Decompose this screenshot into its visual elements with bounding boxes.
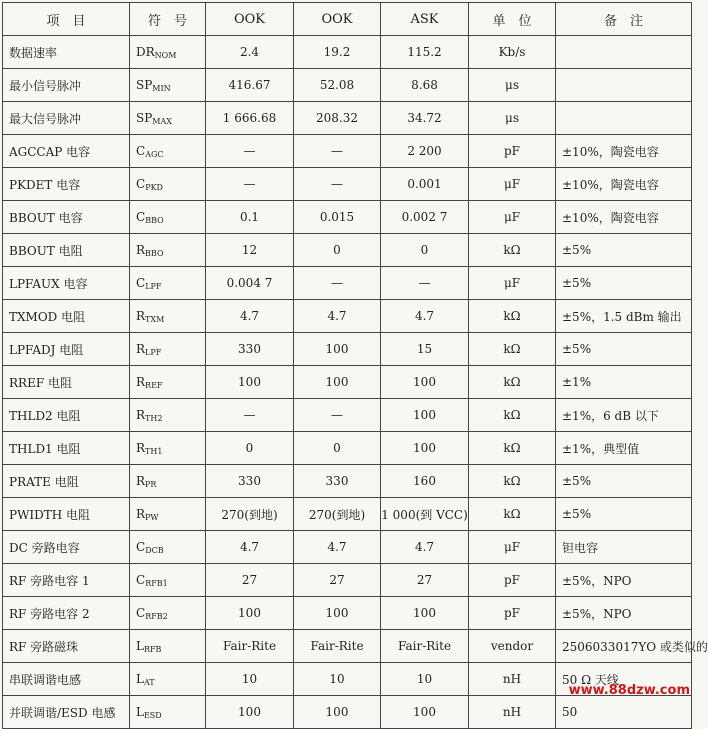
- symbol-cell: [130, 366, 206, 399]
- table-row: [3, 399, 692, 432]
- note-cell: ±5%: [556, 234, 692, 267]
- symbol-main: L: [136, 671, 144, 686]
- symbol-main: C: [136, 572, 146, 587]
- ook-1-value-cell: 2.4: [206, 36, 294, 69]
- unit-cell: μF: [469, 267, 556, 300]
- ook-1-value-cell: 100: [206, 696, 294, 729]
- item-name-cell: AGCCAP 电容: [3, 135, 130, 168]
- item-name-cell: RF 旁路电容 2: [3, 597, 130, 630]
- note-cell: ±10%，陶瓷电容: [556, 168, 692, 201]
- watermark: www.88dzw.com: [568, 683, 690, 698]
- item-name-cell: 串联调谐电感: [3, 663, 130, 696]
- ook-1-value-cell: 4.7: [206, 531, 294, 564]
- symbol-subscript: TH1: [145, 446, 163, 456]
- symbol-cell: [130, 531, 206, 564]
- table-row: [3, 366, 692, 399]
- ask-value-cell: 0: [381, 234, 469, 267]
- symbol-subscript: PW: [145, 512, 159, 522]
- symbol-main: R: [136, 473, 146, 488]
- unit-cell: kΩ: [469, 234, 556, 267]
- symbol-subscript: MIN: [152, 83, 171, 93]
- ook-1-value-cell: 10: [206, 663, 294, 696]
- symbol-subscript: BBO: [145, 215, 164, 225]
- symbol-subscript: NOM: [154, 50, 177, 60]
- note-cell: ±10%，陶瓷电容: [556, 201, 692, 234]
- symbol-subscript: LPF: [145, 281, 162, 291]
- table-row: [3, 531, 692, 564]
- note-cell: ±5%: [556, 267, 692, 300]
- item-name-cell: PWIDTH 电阻: [3, 498, 130, 531]
- symbol-subscript: PKD: [145, 182, 163, 192]
- symbol-cell: [130, 69, 206, 102]
- symbol-subscript: BBO: [145, 248, 164, 258]
- item-name-cell: 最小信号脉冲: [3, 69, 130, 102]
- symbol-cell: [130, 465, 206, 498]
- table-row: [3, 300, 692, 333]
- symbol-subscript: AGC: [145, 149, 164, 159]
- unit-cell: vendor: [469, 630, 556, 663]
- symbol-subscript: RFB: [143, 644, 162, 654]
- symbol-cell: [130, 333, 206, 366]
- ask-value-cell: 0.002 7: [381, 201, 469, 234]
- item-name-cell: PRATE 电阻: [3, 465, 130, 498]
- table-row: [3, 597, 692, 630]
- ask-value-cell: 115.2: [381, 36, 469, 69]
- symbol-subscript: AT: [143, 677, 155, 687]
- symbol-subscript: DCB: [145, 545, 164, 555]
- ook-2-value-cell: —: [294, 168, 381, 201]
- symbol-main: SP: [136, 77, 153, 92]
- table-row: [3, 102, 692, 135]
- table-row: [3, 630, 692, 663]
- note-cell: ±5%，NPO: [556, 597, 692, 630]
- note-cell: [556, 69, 692, 102]
- unit-cell: nH: [469, 696, 556, 729]
- symbol-subscript: LPF: [145, 347, 162, 357]
- symbol-main: DR: [136, 44, 155, 59]
- note-cell: ±5%，NPO: [556, 564, 692, 597]
- symbol-subscript: TXM: [145, 314, 165, 324]
- ook-1-value-cell: —: [206, 135, 294, 168]
- symbol-main: C: [136, 275, 146, 290]
- item-name-cell: 最大信号脉冲: [3, 102, 130, 135]
- ook-2-value-cell: —: [294, 135, 381, 168]
- symbol-main: R: [136, 341, 146, 356]
- ask-value-cell: 34.72: [381, 102, 469, 135]
- ask-value-cell: 100: [381, 597, 469, 630]
- ook-2-value-cell: 0: [294, 234, 381, 267]
- unit-cell: μs: [469, 69, 556, 102]
- ask-value-cell: 100: [381, 696, 469, 729]
- header-unit: 单 位: [469, 3, 556, 36]
- item-name-cell: RF 旁路磁珠: [3, 630, 130, 663]
- ook-2-value-cell: 52.08: [294, 69, 381, 102]
- symbol-subscript: REF: [145, 380, 163, 390]
- symbol-cell: [130, 663, 206, 696]
- ook-2-value-cell: 208.32: [294, 102, 381, 135]
- ook-2-value-cell: 0: [294, 432, 381, 465]
- symbol-subscript: RFB1: [145, 578, 168, 588]
- ook-1-value-cell: 0: [206, 432, 294, 465]
- table-row: [3, 267, 692, 300]
- header-symbol: 符 号: [130, 3, 206, 36]
- symbol-cell: [130, 432, 206, 465]
- ook-2-value-cell: 4.7: [294, 300, 381, 333]
- note-cell: ±5%，1.5 dBm 输出: [556, 300, 692, 333]
- symbol-cell: [130, 696, 206, 729]
- symbol-main: C: [136, 605, 146, 620]
- unit-cell: nH: [469, 663, 556, 696]
- item-name-cell: PKDET 电容: [3, 168, 130, 201]
- item-name-cell: DC 旁路电容: [3, 531, 130, 564]
- ook-2-value-cell: 10: [294, 663, 381, 696]
- unit-cell: kΩ: [469, 399, 556, 432]
- ook-2-value-cell: 100: [294, 366, 381, 399]
- symbol-subscript: RFB2: [145, 611, 168, 621]
- item-name-cell: 并联调谐/ESD 电感: [3, 696, 130, 729]
- note-cell: [556, 36, 692, 69]
- header-ask: ASK: [381, 3, 469, 36]
- symbol-cell: [130, 102, 206, 135]
- ook-2-value-cell: 19.2: [294, 36, 381, 69]
- ook-2-value-cell: 330: [294, 465, 381, 498]
- symbol-cell: [130, 564, 206, 597]
- ask-value-cell: 10: [381, 663, 469, 696]
- unit-cell: kΩ: [469, 498, 556, 531]
- symbol-main: SP: [136, 110, 153, 125]
- ook-2-value-cell: 100: [294, 333, 381, 366]
- item-name-cell: RF 旁路电容 1: [3, 564, 130, 597]
- item-name-cell: 数据速率: [3, 36, 130, 69]
- note-cell: 2506033017YO 或类似的: [556, 630, 692, 663]
- symbol-main: R: [136, 506, 146, 521]
- symbol-cell: [130, 498, 206, 531]
- table-row: [3, 498, 692, 531]
- unit-cell: pF: [469, 597, 556, 630]
- ook-1-value-cell: 1 666.68: [206, 102, 294, 135]
- note-cell: ±5%: [556, 333, 692, 366]
- ask-value-cell: 27: [381, 564, 469, 597]
- ook-2-value-cell: 100: [294, 597, 381, 630]
- symbol-main: R: [136, 374, 146, 389]
- ook-1-value-cell: 12: [206, 234, 294, 267]
- header-note: 备 注: [556, 3, 692, 36]
- ook-1-value-cell: 330: [206, 465, 294, 498]
- ask-value-cell: 8.68: [381, 69, 469, 102]
- note-cell: ±1%，6 dB 以下: [556, 399, 692, 432]
- unit-cell: kΩ: [469, 300, 556, 333]
- ask-value-cell: 4.7: [381, 531, 469, 564]
- symbol-main: R: [136, 407, 146, 422]
- unit-cell: kΩ: [469, 366, 556, 399]
- ook-2-value-cell: 4.7: [294, 531, 381, 564]
- ook-1-value-cell: 0.1: [206, 201, 294, 234]
- symbol-cell: [130, 300, 206, 333]
- table-row: [3, 234, 692, 267]
- ook-1-value-cell: 27: [206, 564, 294, 597]
- header-row: [3, 3, 692, 36]
- symbol-main: C: [136, 539, 146, 554]
- ook-1-value-cell: 100: [206, 597, 294, 630]
- note-cell: 钽电容: [556, 531, 692, 564]
- ook-1-value-cell: —: [206, 399, 294, 432]
- note-cell: ±1%，典型值: [556, 432, 692, 465]
- symbol-cell: [130, 36, 206, 69]
- unit-cell: μF: [469, 531, 556, 564]
- ask-value-cell: 1 000(到 VCC): [381, 498, 469, 531]
- symbol-main: L: [136, 704, 144, 719]
- note-cell: 50: [556, 696, 692, 729]
- ook-2-value-cell: Fair-Rite: [294, 630, 381, 663]
- table-row: [3, 36, 692, 69]
- unit-cell: kΩ: [469, 432, 556, 465]
- symbol-cell: [130, 399, 206, 432]
- ask-value-cell: —: [381, 267, 469, 300]
- ook-2-value-cell: 0.015: [294, 201, 381, 234]
- ask-value-cell: 0.001: [381, 168, 469, 201]
- symbol-main: C: [136, 143, 146, 158]
- symbol-main: L: [136, 638, 144, 653]
- note-cell: ±5%: [556, 498, 692, 531]
- unit-cell: μs: [469, 102, 556, 135]
- ask-value-cell: 100: [381, 399, 469, 432]
- ask-value-cell: 2 200: [381, 135, 469, 168]
- symbol-cell: [130, 135, 206, 168]
- ook-2-value-cell: 27: [294, 564, 381, 597]
- unit-cell: kΩ: [469, 333, 556, 366]
- ask-value-cell: 160: [381, 465, 469, 498]
- header-item: 项 目: [3, 3, 130, 36]
- table-row: [3, 135, 692, 168]
- item-name-cell: LPFADJ 电阻: [3, 333, 130, 366]
- header-ook-1: OOK: [206, 3, 294, 36]
- item-name-cell: LPFAUX 电容: [3, 267, 130, 300]
- symbol-subscript: TH2: [145, 413, 163, 423]
- note-cell: ±5%: [556, 465, 692, 498]
- ook-1-value-cell: 100: [206, 366, 294, 399]
- note-cell: 50 Ω 天线: [556, 663, 692, 696]
- item-name-cell: TXMOD 电阻: [3, 300, 130, 333]
- note-cell: ±10%，陶瓷电容: [556, 135, 692, 168]
- unit-cell: kΩ: [469, 465, 556, 498]
- ook-2-value-cell: 100: [294, 696, 381, 729]
- item-name-cell: THLD1 电阻: [3, 432, 130, 465]
- symbol-main: R: [136, 242, 146, 257]
- note-cell: [556, 102, 692, 135]
- ook-2-value-cell: —: [294, 399, 381, 432]
- table-row: [3, 201, 692, 234]
- ask-value-cell: 15: [381, 333, 469, 366]
- ook-1-value-cell: 270(到地): [206, 498, 294, 531]
- table-row: [3, 432, 692, 465]
- item-name-cell: THLD2 电阻: [3, 399, 130, 432]
- unit-cell: μF: [469, 201, 556, 234]
- table-row: [3, 333, 692, 366]
- ook-1-value-cell: 416.67: [206, 69, 294, 102]
- ask-value-cell: 4.7: [381, 300, 469, 333]
- symbol-main: C: [136, 176, 146, 191]
- ook-1-value-cell: Fair-Rite: [206, 630, 294, 663]
- ask-value-cell: 100: [381, 432, 469, 465]
- symbol-main: R: [136, 308, 146, 323]
- ask-value-cell: Fair-Rite: [381, 630, 469, 663]
- symbol-cell: [130, 201, 206, 234]
- item-name-cell: BBOUT 电容: [3, 201, 130, 234]
- table-row: [3, 564, 692, 597]
- symbol-cell: [130, 234, 206, 267]
- ask-value-cell: 100: [381, 366, 469, 399]
- symbol-cell: [130, 267, 206, 300]
- symbol-main: R: [136, 440, 146, 455]
- symbol-main: C: [136, 209, 146, 224]
- item-name-cell: RREF 电阻: [3, 366, 130, 399]
- header-ook-2: OOK: [294, 3, 381, 36]
- ook-1-value-cell: 4.7: [206, 300, 294, 333]
- symbol-subscript: PR: [145, 479, 157, 489]
- table-row: [3, 168, 692, 201]
- table-row: [3, 69, 692, 102]
- unit-cell: μF: [469, 168, 556, 201]
- symbol-cell: [130, 168, 206, 201]
- ook-2-value-cell: 270(到地): [294, 498, 381, 531]
- unit-cell: pF: [469, 564, 556, 597]
- unit-cell: pF: [469, 135, 556, 168]
- note-cell: ±1%: [556, 366, 692, 399]
- table-row: [3, 696, 692, 729]
- symbol-subscript: MAX: [152, 116, 172, 126]
- symbol-cell: [130, 597, 206, 630]
- table-row: [3, 465, 692, 498]
- ook-2-value-cell: —: [294, 267, 381, 300]
- ook-1-value-cell: 330: [206, 333, 294, 366]
- symbol-cell: [130, 630, 206, 663]
- ook-1-value-cell: —: [206, 168, 294, 201]
- ook-1-value-cell: 0.004 7: [206, 267, 294, 300]
- symbol-subscript: ESD: [143, 710, 162, 720]
- component-table: [2, 2, 708, 729]
- unit-cell: Kb/s: [469, 36, 556, 69]
- item-name-cell: BBOUT 电阻: [3, 234, 130, 267]
